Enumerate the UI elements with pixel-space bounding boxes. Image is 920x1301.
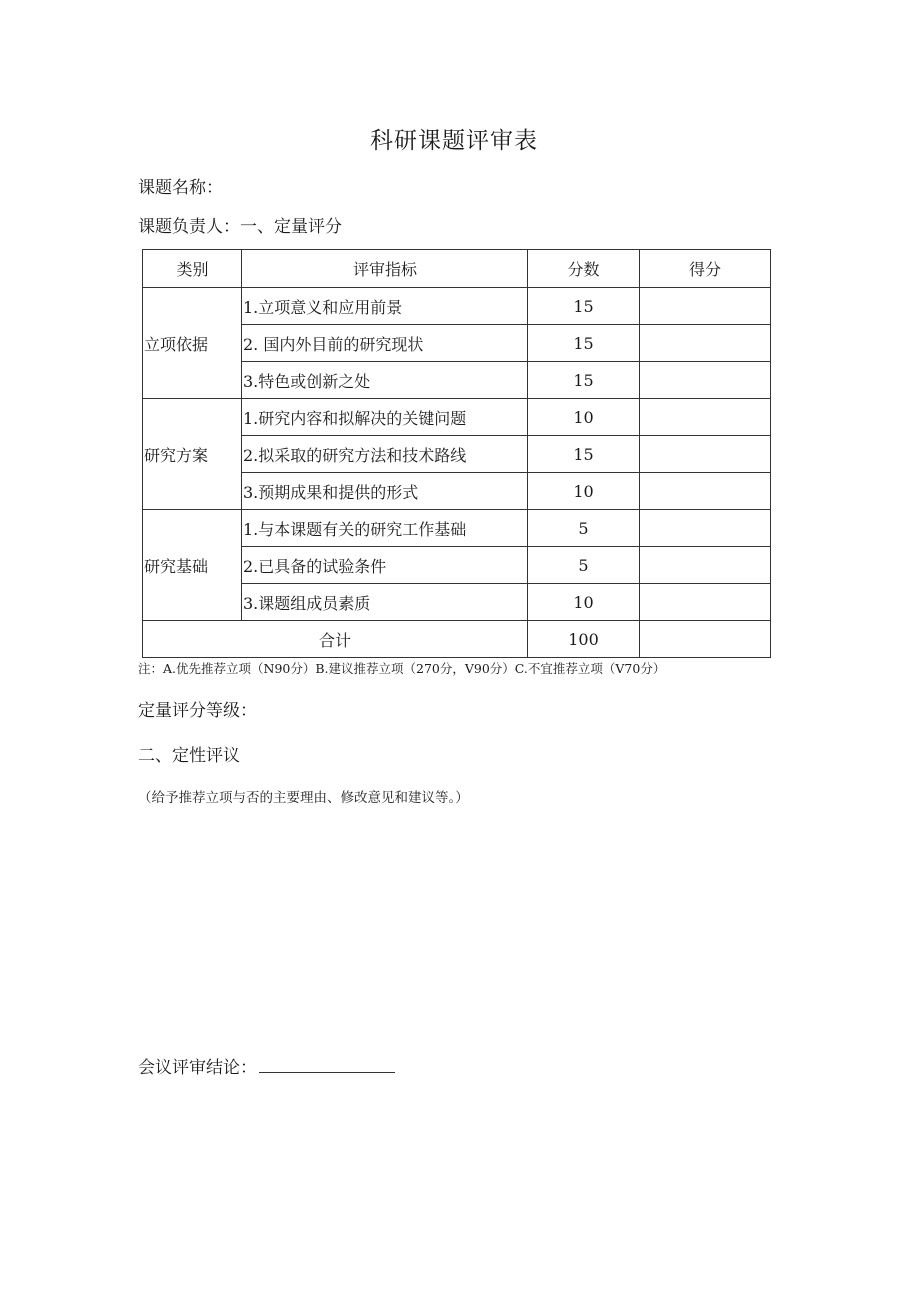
score-cell[interactable] <box>640 473 771 510</box>
points-cell: 10 <box>528 399 640 436</box>
points-cell: 15 <box>528 362 640 399</box>
table-row <box>143 510 771 547</box>
indicator-cell: 2. 国内外目前的研究现状 <box>242 325 528 362</box>
points-cell: 10 <box>528 473 640 510</box>
leader-line <box>138 212 342 237</box>
indicator-cell: 1.研究内容和拟解决的关键问题 <box>242 399 528 436</box>
grade-label: 定量评分等级： <box>138 701 257 721</box>
category-cell: 研究基础 <box>143 510 242 621</box>
table-row <box>143 399 771 436</box>
indicator-cell: 1.立项意义和应用前景 <box>242 288 528 325</box>
total-score[interactable] <box>640 621 771 658</box>
score-cell[interactable] <box>640 362 771 399</box>
table-row <box>143 288 771 325</box>
points-cell: 15 <box>528 288 640 325</box>
scoring-table <box>142 249 771 658</box>
indicator-cell: 2.拟采取的研究方法和技术路线 <box>242 436 528 473</box>
grading-note: 注：A.优先推荐立项（N90分）B.建议推荐立项（270分，V90分）C.不宜推荐立项（V70分） <box>138 661 666 676</box>
points-cell: 5 <box>528 547 640 584</box>
indicator-cell: 3.课题组成员素质 <box>242 584 528 621</box>
qualitative-hint: （给予推荐立项与否的主要理由、修改意见和建议等。） <box>138 790 469 806</box>
score-cell[interactable] <box>640 547 771 584</box>
total-points: 100 <box>528 621 640 658</box>
category-cell: 研究方案 <box>143 399 242 510</box>
points-cell: 10 <box>528 584 640 621</box>
points-cell: 5 <box>528 510 640 547</box>
indicator-cell: 2.已具备的试验条件 <box>242 547 528 584</box>
points-cell: 15 <box>528 325 640 362</box>
table-header-row <box>143 250 771 288</box>
indicator-cell: 1.与本课题有关的研究工作基础 <box>242 510 528 547</box>
header-points: 分数 <box>528 250 640 288</box>
score-cell[interactable] <box>640 436 771 473</box>
conclusion-blank[interactable] <box>259 1056 395 1073</box>
conclusion-label: 会议评审结论： <box>138 1058 257 1078</box>
header-category: 类别 <box>143 250 242 288</box>
header-indicator: 评审指标 <box>242 250 528 288</box>
conclusion-line <box>138 1053 395 1078</box>
points-cell: 15 <box>528 436 640 473</box>
total-label: 合计 <box>143 621 528 658</box>
header-score: 得分 <box>640 250 771 288</box>
indicator-cell: 3.特色或创新之处 <box>242 362 528 399</box>
indicator-cell: 3.预期成果和提供的形式 <box>242 473 528 510</box>
category-cell: 立项依据 <box>143 288 242 399</box>
score-cell[interactable] <box>640 510 771 547</box>
total-row <box>143 621 771 658</box>
section-quantitative-heading: 一、定量评分 <box>240 217 342 237</box>
score-cell[interactable] <box>640 399 771 436</box>
section-qualitative-heading: 二、定性评议 <box>138 746 240 766</box>
project-name-label: 课题名称： <box>138 178 223 198</box>
score-cell[interactable] <box>640 584 771 621</box>
project-leader-label: 课题负责人： <box>138 217 240 237</box>
score-cell[interactable] <box>640 288 771 325</box>
score-cell[interactable] <box>640 325 771 362</box>
page-title: 科研课题评审表 <box>370 128 538 154</box>
